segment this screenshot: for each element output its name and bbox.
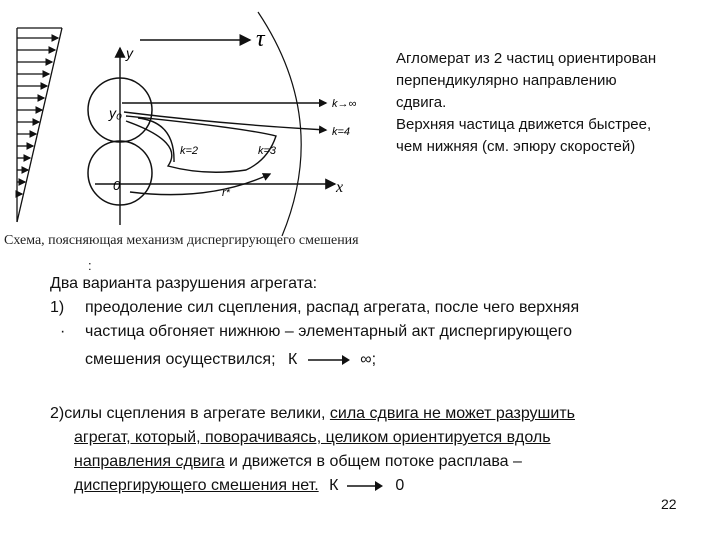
- k2-label: k=2: [180, 145, 199, 157]
- variant2-line1: [50, 402, 575, 426]
- variant2-line1-underlined: сила сдвига не может разрушить: [329, 405, 575, 422]
- shear-diagram: [0, 0, 400, 240]
- trajectories: [122, 103, 326, 195]
- variant2-k: К: [329, 477, 339, 494]
- note-line: перпендикулярно направлению: [396, 72, 617, 89]
- variant1-limit: ∞;: [360, 351, 377, 368]
- figure-caption: Схема, поясняющая механизм диспергирующего смешения: [4, 233, 359, 248]
- intro-text: Два варианта разрушения агрегата:: [50, 275, 318, 292]
- y-axis-label: y: [126, 45, 133, 61]
- variant2-line2: агрегат, который, поворачиваясь, целиком ориентируется вдоль: [74, 429, 551, 446]
- k-inf-label: k→∞: [332, 98, 357, 110]
- variant2-limit: 0: [395, 477, 405, 494]
- note-line: Верхняя частица движется быстрее,: [396, 116, 652, 133]
- variant1-line3: [85, 348, 376, 372]
- variant1-line3-text: смешения осуществился;: [85, 351, 276, 368]
- variant2-line3-text: и движется в общем потоке расплава –: [224, 453, 522, 470]
- variant2-line4: [74, 474, 404, 498]
- side-note: [396, 48, 716, 158]
- y0-label: y₀: [109, 105, 122, 121]
- note-line: сдвига.: [396, 94, 447, 111]
- variant2-number: 2): [50, 405, 65, 422]
- variant2-line3: [74, 450, 522, 474]
- k3-label: k=3: [258, 145, 277, 157]
- tau-label: τ: [256, 26, 265, 52]
- velocity-profile: [17, 28, 62, 222]
- page-number: 22: [661, 496, 677, 512]
- rstar-label: r*: [222, 187, 230, 199]
- variant1-k: К: [287, 351, 298, 368]
- variant1-line2: частица обгоняет нижнюю – элементарный акт диспергирующего: [85, 323, 572, 340]
- colon-mark: :: [88, 258, 92, 273]
- origin-label: 0: [113, 178, 121, 193]
- variant2-line3-underlined: направления сдвига: [74, 453, 225, 470]
- variant1-line1: преодоление сил сцепления, распад агрегата, после чего верхняя: [85, 299, 580, 316]
- note-line: Агломерат из 2 частиц ориентирован: [396, 50, 657, 67]
- note-line: чем нижняя (см. эпюру скоростей): [396, 138, 636, 155]
- variant2-line1-text: силы сцепления в агрегате велики,: [64, 405, 330, 422]
- bullet-mark: ·: [60, 323, 66, 340]
- variant1-number: 1): [50, 299, 65, 316]
- k4-label: k=4: [332, 126, 351, 138]
- arrow-icon: [345, 479, 385, 493]
- variant2-line4-underlined: диспергирующего смешения нет.: [74, 477, 319, 494]
- arrow-icon: [306, 353, 352, 367]
- x-axis-label: x: [336, 179, 344, 196]
